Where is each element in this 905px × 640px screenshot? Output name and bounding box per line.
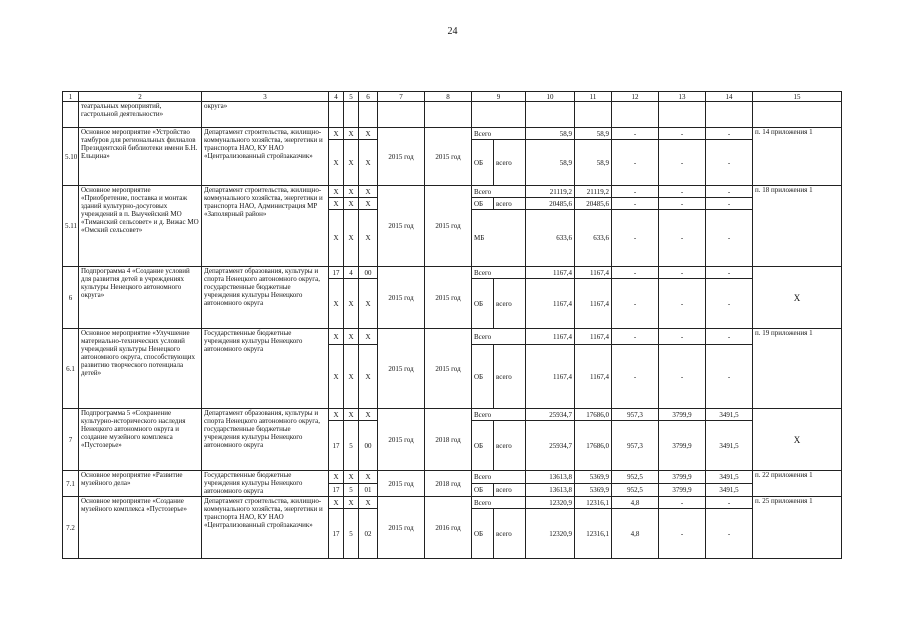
value-cell: -	[659, 279, 706, 329]
value-cell: -	[659, 128, 706, 140]
value-cell: 3799,9	[659, 471, 706, 484]
header-cell: 2	[79, 92, 202, 102]
funding-subtotal: всего	[494, 279, 526, 329]
value-cell: -	[706, 267, 753, 279]
value-cell: 633,6	[575, 210, 612, 267]
value-cell: 3491,5	[706, 409, 753, 421]
value-cell: 12316,1	[575, 497, 612, 509]
code-cell: 4	[344, 267, 359, 279]
value-cell: 1167,4	[526, 345, 575, 409]
executor: округа»	[202, 102, 329, 128]
value-cell: 13613,8	[526, 471, 575, 484]
funding-source: Всего	[472, 186, 526, 198]
value-cell: 1167,4	[575, 279, 612, 329]
funding-source: ОБ	[472, 421, 494, 471]
code-cell: 17	[329, 267, 344, 279]
code-cell: Х	[359, 329, 378, 345]
value-cell: 3799,9	[659, 484, 706, 497]
header-cell: 4	[329, 92, 344, 102]
value-cell: -	[706, 497, 753, 509]
header-cell: 8	[425, 92, 472, 102]
code-cell: Х	[329, 186, 344, 198]
code-cell: 5	[344, 484, 359, 497]
row-number: 7	[63, 409, 79, 471]
header-cell: 6	[359, 92, 378, 102]
code-cell: Х	[329, 497, 344, 509]
value-cell: -	[706, 128, 753, 140]
value-cell: 58,9	[575, 140, 612, 186]
value-cell: 58,9	[575, 128, 612, 140]
code-cell: 5	[344, 421, 359, 471]
code-cell: Х	[329, 471, 344, 484]
code-cell: 17	[329, 484, 344, 497]
table-row	[63, 497, 842, 509]
value-cell: 957,3	[612, 421, 659, 471]
start-year: 2015 год	[378, 471, 425, 497]
start-year: 2015 год	[378, 186, 425, 267]
activity-name: Подпрограмма 5 «Сохранение культурно-исторического наследия Ненецкого автономного округа и создание музейного комплекса «Пустозерье»	[79, 409, 202, 471]
funding-source: Всего	[472, 128, 526, 140]
value-cell: -	[659, 210, 706, 267]
code-cell: Х	[359, 471, 378, 484]
executor: Департамент строительства, жилищно-коммунального хозяйства, энергетики и транспорта НАО, Администрация МР «Заполярный район»	[202, 186, 329, 267]
activity-name: Основное мероприятие «Улучшение материально-технических условий учреждений культуры Ненецкого автономного округа, способствующих развитию творческого потенциала детей»	[79, 329, 202, 409]
row-number: 6.1	[63, 329, 79, 409]
value-cell: 633,6	[526, 210, 575, 267]
table-row	[63, 186, 842, 198]
value-cell: 1167,4	[575, 267, 612, 279]
code-cell: Х	[344, 471, 359, 484]
value-cell: 13613,8	[526, 484, 575, 497]
header-cell: 12	[612, 92, 659, 102]
code-cell: 00	[359, 421, 378, 471]
start-year: 2015 год	[378, 267, 425, 329]
activity-name: Основное мероприятие «Создание музейного комплекса «Пустозерье»	[79, 497, 202, 559]
value-cell: -	[706, 140, 753, 186]
code-cell: 02	[359, 509, 378, 559]
budget-table	[62, 91, 842, 559]
header-cell: 10	[526, 92, 575, 102]
value-cell: 957,3	[612, 409, 659, 421]
code-cell: Х	[359, 345, 378, 409]
value-cell: -	[659, 329, 706, 345]
appendix-reference: Х	[753, 267, 842, 329]
funding-source: ОБ	[472, 345, 494, 409]
code-cell: Х	[329, 140, 344, 186]
code-cell: Х	[344, 329, 359, 345]
start-year: 2015 год	[378, 497, 425, 559]
value-cell: -	[706, 210, 753, 267]
value-cell: -	[706, 279, 753, 329]
code-cell: 01	[359, 484, 378, 497]
code-cell: Х	[329, 210, 344, 267]
value-cell: 1167,4	[575, 329, 612, 345]
value-cell: -	[706, 198, 753, 210]
value-cell: -	[659, 140, 706, 186]
executor: Государственные бюджетные учреждения культуры Ненецкого автономного округа	[202, 471, 329, 497]
value-cell: 3799,9	[659, 421, 706, 471]
funding-source: Всего	[472, 471, 526, 484]
value-cell: 20485,6	[526, 198, 575, 210]
executor: Департамент образования, культуры и спорта Ненецкого автономного округа, государственные бюджетные учреждения культуры Ненецкого автономного округа	[202, 409, 329, 471]
activity-name: Основное мероприятие «Устройство тамбуров для региональных филиалов Президентской библиотеки имени Б.Н. Ельцина»	[79, 128, 202, 186]
value-cell: 25934,7	[526, 421, 575, 471]
value-cell: -	[659, 509, 706, 559]
value-cell: -	[612, 198, 659, 210]
code-cell: Х	[359, 279, 378, 329]
value-cell: 3491,5	[706, 484, 753, 497]
value-cell: 21119,2	[575, 186, 612, 198]
value-cell: -	[659, 497, 706, 509]
value-cell: -	[706, 186, 753, 198]
value-cell: -	[659, 267, 706, 279]
appendix-reference: п. 22 приложения 1	[753, 471, 842, 497]
funding-source: Всего	[472, 497, 526, 509]
funding-subtotal: всего	[494, 484, 526, 497]
code-cell: Х	[344, 279, 359, 329]
executor: Департамент строительства, жилищно-коммунального хозяйства, энергетики и транспорта НАО, КУ НАО «Централизованный стройзаказчик»	[202, 128, 329, 186]
value-cell: 21119,2	[526, 186, 575, 198]
table-row	[63, 329, 842, 345]
code-cell: Х	[359, 198, 378, 210]
table-row	[63, 267, 842, 279]
start-year: 2015 год	[378, 329, 425, 409]
code-cell: Х	[329, 409, 344, 421]
code-cell: Х	[329, 279, 344, 329]
table-row	[63, 128, 842, 140]
header-cell: 3	[202, 92, 329, 102]
appendix-reference: Х	[753, 409, 842, 471]
activity-name: Основное мероприятие «Приобретение, поставка и монтаж зданий культурно-досуговых учреждений в п. Выучейский МО «Тиманский сельсовет» и д. Вижас МО «Омский сельсовет»	[79, 186, 202, 267]
executor: Государственные бюджетные учреждения культуры Ненецкого автономного округа	[202, 329, 329, 409]
value-cell: 1167,4	[526, 329, 575, 345]
appendix-reference: п. 14 приложения 1	[753, 128, 842, 186]
page-number: 24	[447, 26, 458, 37]
end-year: 2015 год	[425, 128, 472, 186]
code-cell: 17	[329, 509, 344, 559]
start-year: 2015 год	[378, 128, 425, 186]
table-row	[63, 102, 842, 128]
value-cell: -	[659, 198, 706, 210]
value-cell: -	[706, 329, 753, 345]
funding-subtotal: всего	[494, 421, 526, 471]
row-number: 5.11	[63, 186, 79, 267]
executor: Департамент образования, культуры и спорта Ненецкого автономного округа, государственные бюджетные учреждения культуры Ненецкого автономного округа	[202, 267, 329, 329]
code-cell: 5	[344, 509, 359, 559]
funding-source: Всего	[472, 267, 526, 279]
code-cell: Х	[329, 198, 344, 210]
end-year: 2018 год	[425, 471, 472, 497]
value-cell: -	[612, 329, 659, 345]
value-cell: 5369,9	[575, 484, 612, 497]
value-cell: 952,5	[612, 484, 659, 497]
appendix-reference: п. 25 приложения 1	[753, 497, 842, 559]
code-cell: Х	[344, 210, 359, 267]
row-number: 6	[63, 267, 79, 329]
value-cell: 3799,9	[659, 409, 706, 421]
end-year: 2015 год	[425, 267, 472, 329]
value-cell: 4,8	[612, 497, 659, 509]
code-cell: Х	[329, 345, 344, 409]
header-cell: 5	[344, 92, 359, 102]
code-cell: 17	[329, 421, 344, 471]
value-cell: -	[706, 509, 753, 559]
header-cell: 7	[378, 92, 425, 102]
value-cell: 952,5	[612, 471, 659, 484]
funding-source: ОБ	[472, 198, 494, 210]
code-cell: Х	[359, 140, 378, 186]
funding-subtotal: всего	[494, 140, 526, 186]
value-cell: 4,8	[612, 509, 659, 559]
value-cell: -	[659, 345, 706, 409]
funding-subtotal: всего	[494, 198, 526, 210]
appendix-reference: п. 18 приложения 1	[753, 186, 842, 267]
value-cell: 5369,9	[575, 471, 612, 484]
executor: Департамент строительства, жилищно-коммунального хозяйства, энергетики и транспорта НАО, КУ НАО «Централизованный стройзаказчик»	[202, 497, 329, 559]
code-cell: Х	[359, 409, 378, 421]
value-cell: 17686,0	[575, 421, 612, 471]
code-cell: Х	[329, 329, 344, 345]
code-cell: Х	[329, 128, 344, 140]
value-cell: 3491,5	[706, 471, 753, 484]
code-cell: Х	[344, 128, 359, 140]
value-cell: -	[612, 128, 659, 140]
funding-source: ОБ	[472, 484, 494, 497]
header-cell: 11	[575, 92, 612, 102]
header-cell: 9	[472, 92, 526, 102]
value-cell: -	[612, 140, 659, 186]
value-cell: -	[706, 345, 753, 409]
code-cell: Х	[359, 210, 378, 267]
code-cell: Х	[359, 128, 378, 140]
code-cell: Х	[359, 186, 378, 198]
value-cell: 25934,7	[526, 409, 575, 421]
end-year: 2015 год	[425, 329, 472, 409]
code-cell: Х	[359, 497, 378, 509]
funding-subtotal: всего	[494, 345, 526, 409]
funding-subtotal: всего	[494, 509, 526, 559]
value-cell: -	[612, 210, 659, 267]
code-cell: Х	[344, 140, 359, 186]
header-row	[63, 92, 842, 102]
value-cell: 12316,1	[575, 509, 612, 559]
value-cell: 12320,9	[526, 497, 575, 509]
value-cell: -	[612, 267, 659, 279]
funding-source: МБ	[472, 210, 526, 267]
value-cell: 1167,4	[526, 267, 575, 279]
header-cell: 1	[63, 92, 79, 102]
value-cell: 12320,9	[526, 509, 575, 559]
row-number: 5.10	[63, 128, 79, 186]
row-number: 7.2	[63, 497, 79, 559]
value-cell: 58,9	[526, 128, 575, 140]
funding-source: Всего	[472, 329, 526, 345]
code-cell: Х	[344, 198, 359, 210]
funding-source: ОБ	[472, 279, 494, 329]
end-year: 2018 год	[425, 409, 472, 471]
funding-source: ОБ	[472, 509, 494, 559]
value-cell: 17686,0	[575, 409, 612, 421]
end-year: 2015 год	[425, 186, 472, 267]
code-cell: Х	[344, 409, 359, 421]
header-cell: 14	[706, 92, 753, 102]
value-cell: -	[612, 279, 659, 329]
header-cell: 15	[753, 92, 842, 102]
funding-source: ОБ	[472, 140, 494, 186]
value-cell: 20485,6	[575, 198, 612, 210]
value-cell: -	[612, 345, 659, 409]
value-cell: 1167,4	[526, 279, 575, 329]
value-cell: -	[659, 186, 706, 198]
appendix-reference: п. 19 приложения 1	[753, 329, 842, 409]
value-cell: 3491,5	[706, 421, 753, 471]
activity-name: Основное мероприятие «Развитие музейного дела»	[79, 471, 202, 497]
funding-source: Всего	[472, 409, 526, 421]
code-cell: Х	[344, 497, 359, 509]
start-year: 2015 год	[378, 409, 425, 471]
code-cell: Х	[344, 345, 359, 409]
activity-name: Подпрограмма 4 «Создание условий для развития детей в учреждениях культуры Ненецкого автономного округа»	[79, 267, 202, 329]
table-row	[63, 409, 842, 421]
value-cell: 1167,4	[575, 345, 612, 409]
row-number: 7.1	[63, 471, 79, 497]
header-cell: 13	[659, 92, 706, 102]
value-cell: -	[612, 186, 659, 198]
end-year: 2016 год	[425, 497, 472, 559]
table-row	[63, 471, 842, 484]
activity-name: театральных мероприятий, гастрольной деятельности»	[79, 102, 202, 128]
code-cell: Х	[344, 186, 359, 198]
value-cell: 58,9	[526, 140, 575, 186]
code-cell: 00	[359, 267, 378, 279]
